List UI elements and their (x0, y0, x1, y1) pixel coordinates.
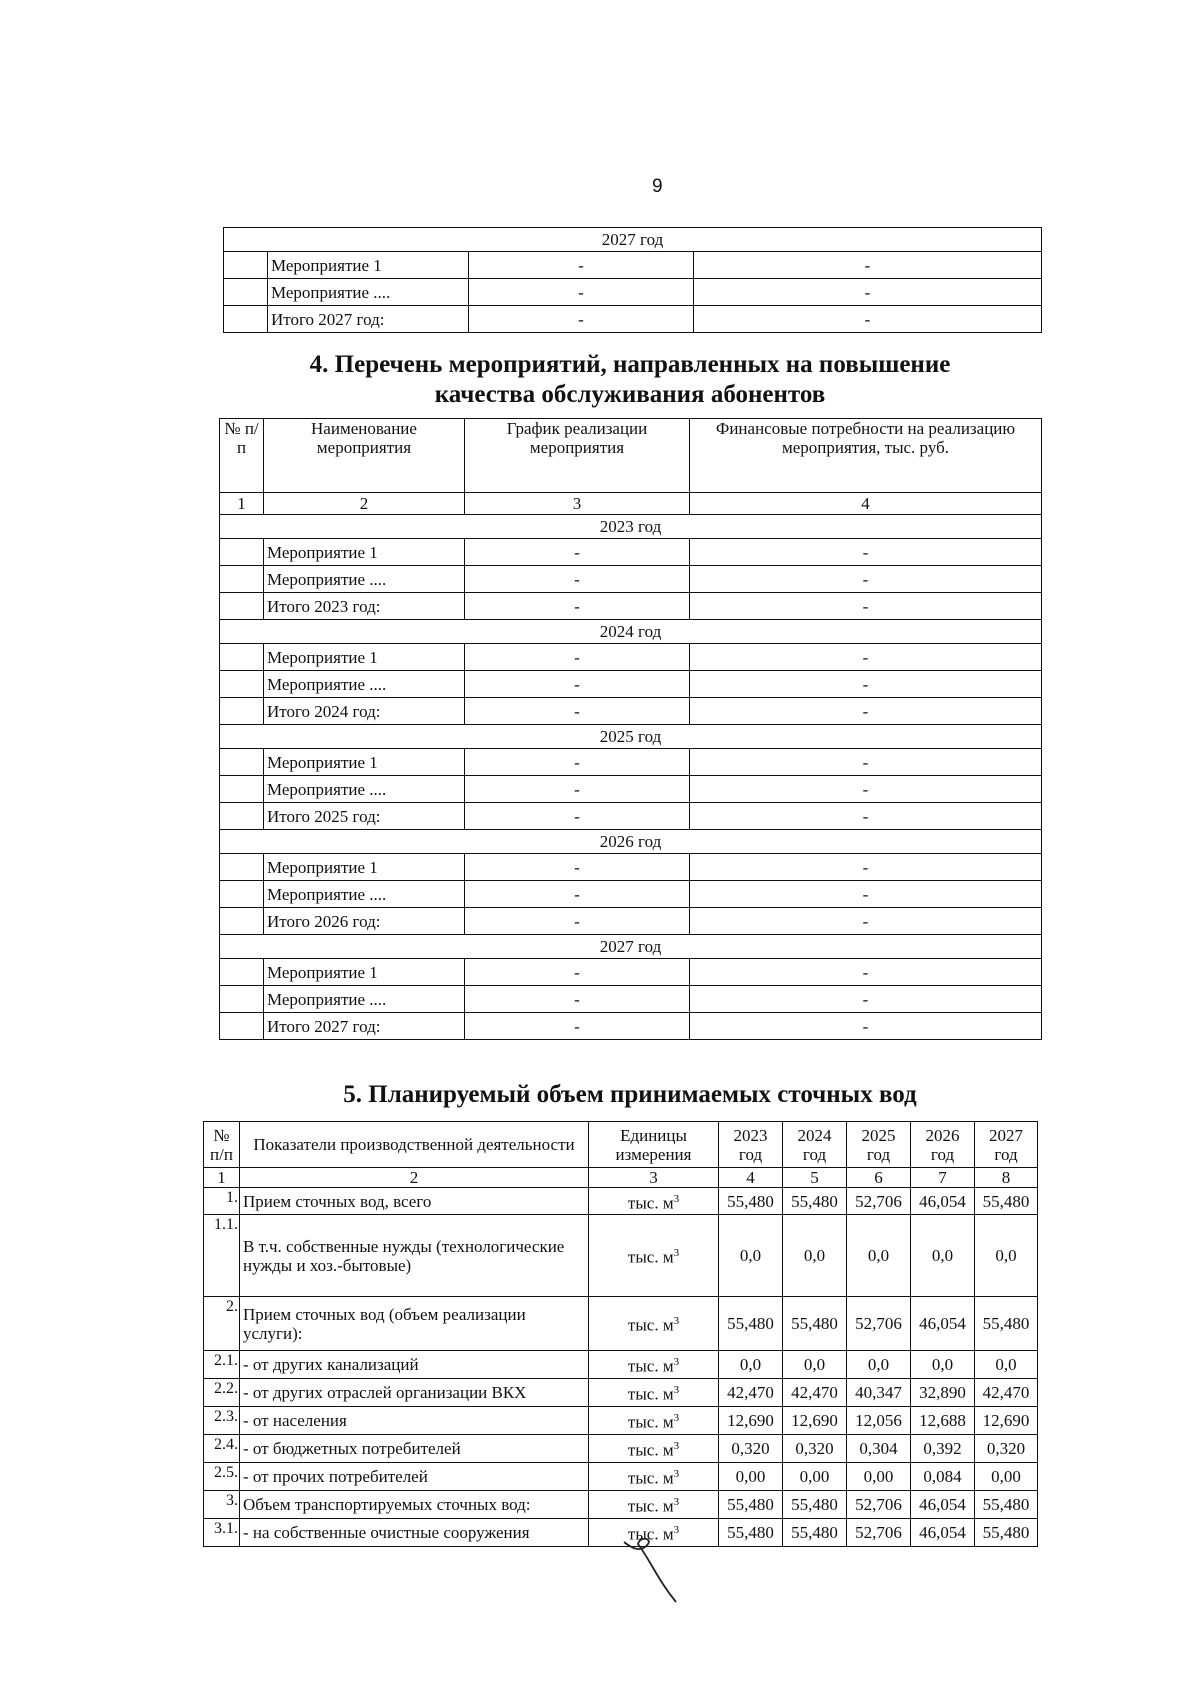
unit-exponent: 3 (673, 1412, 680, 1425)
event-schedule: - (465, 671, 690, 698)
s5-header-indicator: Показатели производственной деятельности (240, 1122, 589, 1168)
value-cell: 42,470 (719, 1379, 783, 1407)
unit-label: тыс. м (627, 1193, 674, 1213)
table-row (220, 959, 1042, 986)
value-cell: 0,392 (911, 1435, 975, 1463)
row-num-cell (220, 986, 264, 1013)
table-row (220, 539, 1042, 566)
column-number: 3 (465, 493, 690, 515)
s5-header-unit: Единицы измерения (589, 1122, 719, 1168)
row-num-cell (220, 644, 264, 671)
unit-exponent: 3 (673, 1440, 680, 1453)
unit-label: тыс. м (627, 1440, 674, 1460)
event-finance: - (694, 279, 1042, 306)
value-cell: 0,084 (911, 1463, 975, 1491)
row-num-cell (224, 279, 268, 306)
unit-label: тыс. м (627, 1315, 674, 1335)
event-finance: - (690, 881, 1042, 908)
row-number: 2.4. (204, 1435, 240, 1463)
unit-label: тыс. м (627, 1524, 674, 1544)
page-number: 9 (652, 176, 663, 197)
value-cell: 0,0 (975, 1351, 1038, 1379)
s4-year-row (220, 725, 1042, 749)
unit-cell (589, 1215, 719, 1297)
unit-cell (589, 1379, 719, 1407)
event-schedule: - (465, 749, 690, 776)
table-row (204, 1188, 1038, 1215)
row-num-cell (220, 908, 264, 935)
event-schedule: - (465, 959, 690, 986)
value-cell: 46,054 (911, 1491, 975, 1519)
value-cell: 55,480 (975, 1297, 1038, 1351)
table-row (220, 776, 1042, 803)
s5-header-year: 2023 год (719, 1122, 783, 1168)
row-num-cell (220, 1013, 264, 1040)
value-cell: 12,688 (911, 1407, 975, 1435)
row-num-cell (220, 671, 264, 698)
unit-cell (589, 1463, 719, 1491)
row-number: 2. (204, 1297, 240, 1351)
event-name: Мероприятие 1 (264, 749, 465, 776)
column-number: 2 (264, 493, 465, 515)
indicator-name: - от бюджетных потребителей (240, 1435, 589, 1463)
event-finance: - (690, 539, 1042, 566)
value-cell: 0,00 (783, 1463, 847, 1491)
event-finance: - (690, 854, 1042, 881)
s4-year-row (220, 515, 1042, 539)
value-cell: 52,706 (847, 1297, 911, 1351)
s4-year-label: 2023 год (220, 515, 1042, 539)
value-cell: 55,480 (975, 1188, 1038, 1215)
unit-exponent: 3 (673, 1315, 680, 1328)
table-row (220, 881, 1042, 908)
row-num-cell (220, 854, 264, 881)
row-number: 1. (204, 1188, 240, 1215)
unit-exponent: 3 (673, 1356, 680, 1369)
row-number: 2.2. (204, 1379, 240, 1407)
section5-title: 5. Планируемый объем принимаемых сточных вод (343, 1081, 917, 1108)
table-row (204, 1407, 1038, 1435)
event-schedule: - (469, 279, 694, 306)
unit-cell (589, 1491, 719, 1519)
event-finance: - (690, 593, 1042, 620)
value-cell: 55,480 (975, 1491, 1038, 1519)
table-row (220, 749, 1042, 776)
table-row (204, 1215, 1038, 1297)
unit-exponent: 3 (673, 1384, 680, 1397)
row-num-cell (220, 881, 264, 908)
indicator-name: Прием сточных вод, всего (240, 1188, 589, 1215)
table-row (204, 1435, 1038, 1463)
event-name: Итого 2024 год: (264, 698, 465, 725)
event-schedule: - (465, 803, 690, 830)
row-num-cell (220, 698, 264, 725)
table-row (220, 566, 1042, 593)
event-finance: - (690, 566, 1042, 593)
column-number: 8 (975, 1168, 1038, 1188)
value-cell: 0,00 (975, 1463, 1038, 1491)
value-cell: 0,320 (783, 1435, 847, 1463)
event-name: Итого 2025 год: (264, 803, 465, 830)
table-row (220, 854, 1042, 881)
event-finance: - (690, 908, 1042, 935)
table-row (220, 644, 1042, 671)
s4-column-numbers (220, 493, 1042, 515)
top-table (223, 227, 1042, 333)
event-schedule: - (465, 644, 690, 671)
value-cell: 32,890 (911, 1379, 975, 1407)
unit-exponent: 3 (673, 1468, 680, 1481)
event-finance: - (690, 644, 1042, 671)
value-cell: 0,0 (975, 1215, 1038, 1297)
table-row (220, 986, 1042, 1013)
event-finance: - (690, 671, 1042, 698)
value-cell: 12,690 (719, 1407, 783, 1435)
column-number: 4 (719, 1168, 783, 1188)
table-row (220, 698, 1042, 725)
top-year-label: 2027 год (224, 228, 1042, 252)
section5-table (203, 1121, 1038, 1547)
event-schedule: - (465, 776, 690, 803)
event-name: Мероприятие .... (268, 279, 469, 306)
signature-mark (620, 1530, 680, 1610)
s4-year-label: 2024 год (220, 620, 1042, 644)
value-cell: 0,0 (847, 1351, 911, 1379)
value-cell: 12,056 (847, 1407, 911, 1435)
row-num-cell (220, 593, 264, 620)
indicator-name: - от прочих потребителей (240, 1463, 589, 1491)
value-cell: 55,480 (719, 1491, 783, 1519)
event-name: Мероприятие 1 (264, 539, 465, 566)
top-year-row (224, 228, 1042, 252)
unit-exponent: 3 (673, 1247, 680, 1260)
table-row (224, 279, 1042, 306)
table-row (220, 803, 1042, 830)
unit-cell (589, 1407, 719, 1435)
event-name: Мероприятие .... (264, 671, 465, 698)
s4-header-num: № п/п (220, 419, 264, 493)
value-cell: 0,0 (847, 1215, 911, 1297)
s5-header-num: № п/п (204, 1122, 240, 1168)
row-number: 1.1. (204, 1215, 240, 1297)
column-number: 3 (589, 1168, 719, 1188)
unit-cell (589, 1351, 719, 1379)
indicator-name: - от других отраслей организации ВКХ (240, 1379, 589, 1407)
column-number: 1 (204, 1168, 240, 1188)
unit-label: тыс. м (627, 1412, 674, 1432)
unit-label: тыс. м (627, 1496, 674, 1516)
column-number: 2 (240, 1168, 589, 1188)
event-finance: - (690, 1013, 1042, 1040)
event-name: Мероприятие 1 (268, 252, 469, 279)
value-cell: 52,706 (847, 1491, 911, 1519)
event-name: Итого 2027 год: (268, 306, 469, 333)
row-num-cell (220, 539, 264, 566)
column-number: 4 (690, 493, 1042, 515)
table-row (220, 1013, 1042, 1040)
unit-exponent: 3 (673, 1496, 680, 1509)
value-cell: 0,0 (719, 1351, 783, 1379)
table-row (204, 1297, 1038, 1351)
event-name: Итого 2023 год: (264, 593, 465, 620)
value-cell: 55,480 (783, 1491, 847, 1519)
event-name: Мероприятие 1 (264, 959, 465, 986)
unit-label: тыс. м (627, 1384, 674, 1404)
unit-cell (589, 1297, 719, 1351)
value-cell: 46,054 (911, 1519, 975, 1547)
indicator-name: - на собственные очистные сооружения (240, 1519, 589, 1547)
value-cell: 52,706 (847, 1188, 911, 1215)
event-name: Мероприятие .... (264, 881, 465, 908)
value-cell: 55,480 (783, 1297, 847, 1351)
s4-header-schedule: График реализации мероприятия (465, 419, 690, 493)
indicator-name: Объем транспортируемых сточных вод: (240, 1491, 589, 1519)
event-name: Итого 2026 год: (264, 908, 465, 935)
column-number: 7 (911, 1168, 975, 1188)
row-number: 2.3. (204, 1407, 240, 1435)
table-row (220, 593, 1042, 620)
event-schedule: - (465, 698, 690, 725)
event-schedule: - (465, 854, 690, 881)
value-cell: 0,320 (719, 1435, 783, 1463)
event-schedule: - (469, 252, 694, 279)
event-schedule: - (465, 881, 690, 908)
value-cell: 55,480 (719, 1297, 783, 1351)
event-schedule: - (465, 908, 690, 935)
s5-column-numbers (204, 1168, 1038, 1188)
event-finance: - (690, 749, 1042, 776)
event-name: Мероприятие .... (264, 986, 465, 1013)
s4-year-label: 2027 год (220, 935, 1042, 959)
row-num-cell (220, 749, 264, 776)
unit-label: тыс. м (627, 1356, 674, 1376)
s4-year-row (220, 830, 1042, 854)
event-schedule: - (465, 566, 690, 593)
s4-year-row (220, 620, 1042, 644)
s5-header-year: 2026 год (911, 1122, 975, 1168)
value-cell: 42,470 (975, 1379, 1038, 1407)
event-finance: - (690, 803, 1042, 830)
unit-exponent: 3 (673, 1192, 680, 1205)
event-name: Мероприятие 1 (264, 854, 465, 881)
table-row (224, 252, 1042, 279)
s4-header-finance: Финансовые потребности на реализацию мероприятия, тыс. руб. (690, 419, 1042, 493)
value-cell: 0,304 (847, 1435, 911, 1463)
unit-label: тыс. м (627, 1468, 674, 1488)
event-finance: - (690, 776, 1042, 803)
value-cell: 0,00 (847, 1463, 911, 1491)
event-schedule: - (465, 539, 690, 566)
event-schedule: - (465, 986, 690, 1013)
event-name: Мероприятие .... (264, 566, 465, 593)
value-cell: 0,0 (783, 1215, 847, 1297)
value-cell: 55,480 (719, 1519, 783, 1547)
value-cell: 52,706 (847, 1519, 911, 1547)
s4-year-row (220, 935, 1042, 959)
unit-cell (589, 1435, 719, 1463)
indicator-name: В т.ч. собственные нужды (технологические нужды и хоз.-бытовые) (240, 1215, 589, 1297)
table-row (204, 1491, 1038, 1519)
value-cell: 46,054 (911, 1297, 975, 1351)
section4-title (200, 350, 1060, 410)
row-number: 2.1. (204, 1351, 240, 1379)
column-number: 1 (220, 493, 264, 515)
table-row (220, 671, 1042, 698)
value-cell: 42,470 (783, 1379, 847, 1407)
event-name: Мероприятие 1 (264, 644, 465, 671)
value-cell: 12,690 (783, 1407, 847, 1435)
s5-header-year: 2024 год (783, 1122, 847, 1168)
value-cell: 0,0 (783, 1351, 847, 1379)
event-finance: - (690, 986, 1042, 1013)
value-cell: 40,347 (847, 1379, 911, 1407)
value-cell: 55,480 (719, 1188, 783, 1215)
event-schedule: - (469, 306, 694, 333)
s5-header-year: 2025 год (847, 1122, 911, 1168)
event-schedule: - (465, 1013, 690, 1040)
row-num-cell (220, 959, 264, 986)
row-num-cell (220, 803, 264, 830)
row-num-cell (224, 252, 268, 279)
event-name: Мероприятие .... (264, 776, 465, 803)
value-cell: 0,00 (719, 1463, 783, 1491)
value-cell: 12,690 (975, 1407, 1038, 1435)
value-cell: 55,480 (783, 1519, 847, 1547)
event-finance: - (694, 252, 1042, 279)
table-row (220, 908, 1042, 935)
value-cell: 0,0 (719, 1215, 783, 1297)
s4-year-label: 2026 год (220, 830, 1042, 854)
unit-label: тыс. м (627, 1247, 674, 1267)
section4-title-line2: качества обслуживания абонентов (434, 381, 826, 408)
unit-cell (589, 1188, 719, 1215)
row-num-cell (220, 566, 264, 593)
s5-header-year: 2027 год (975, 1122, 1038, 1168)
section4-title-line1: 4. Перечень мероприятий, направленных на повышение (309, 351, 951, 378)
value-cell: 0,0 (911, 1215, 975, 1297)
value-cell: 0,0 (911, 1351, 975, 1379)
row-number: 3. (204, 1491, 240, 1519)
value-cell: 46,054 (911, 1188, 975, 1215)
table-row (204, 1379, 1038, 1407)
event-name: Итого 2027 год: (264, 1013, 465, 1040)
indicator-name: - от населения (240, 1407, 589, 1435)
event-schedule: - (465, 593, 690, 620)
row-number: 2.5. (204, 1463, 240, 1491)
s4-year-label: 2025 год (220, 725, 1042, 749)
indicator-name: - от других канализаций (240, 1351, 589, 1379)
s4-header-name: Наименование мероприятия (264, 419, 465, 493)
event-finance: - (690, 959, 1042, 986)
table-row (204, 1463, 1038, 1491)
section4-table (219, 418, 1042, 1040)
row-num-cell (224, 306, 268, 333)
table-row (224, 306, 1042, 333)
indicator-name: Прием сточных вод (объем реализации услуги): (240, 1297, 589, 1351)
value-cell: 55,480 (783, 1188, 847, 1215)
column-number: 5 (783, 1168, 847, 1188)
row-num-cell (220, 776, 264, 803)
value-cell: 55,480 (975, 1519, 1038, 1547)
column-number: 6 (847, 1168, 911, 1188)
table-row (204, 1351, 1038, 1379)
unit-exponent: 3 (673, 1524, 680, 1537)
row-number: 3.1. (204, 1519, 240, 1547)
event-finance: - (694, 306, 1042, 333)
event-finance: - (690, 698, 1042, 725)
value-cell: 0,320 (975, 1435, 1038, 1463)
